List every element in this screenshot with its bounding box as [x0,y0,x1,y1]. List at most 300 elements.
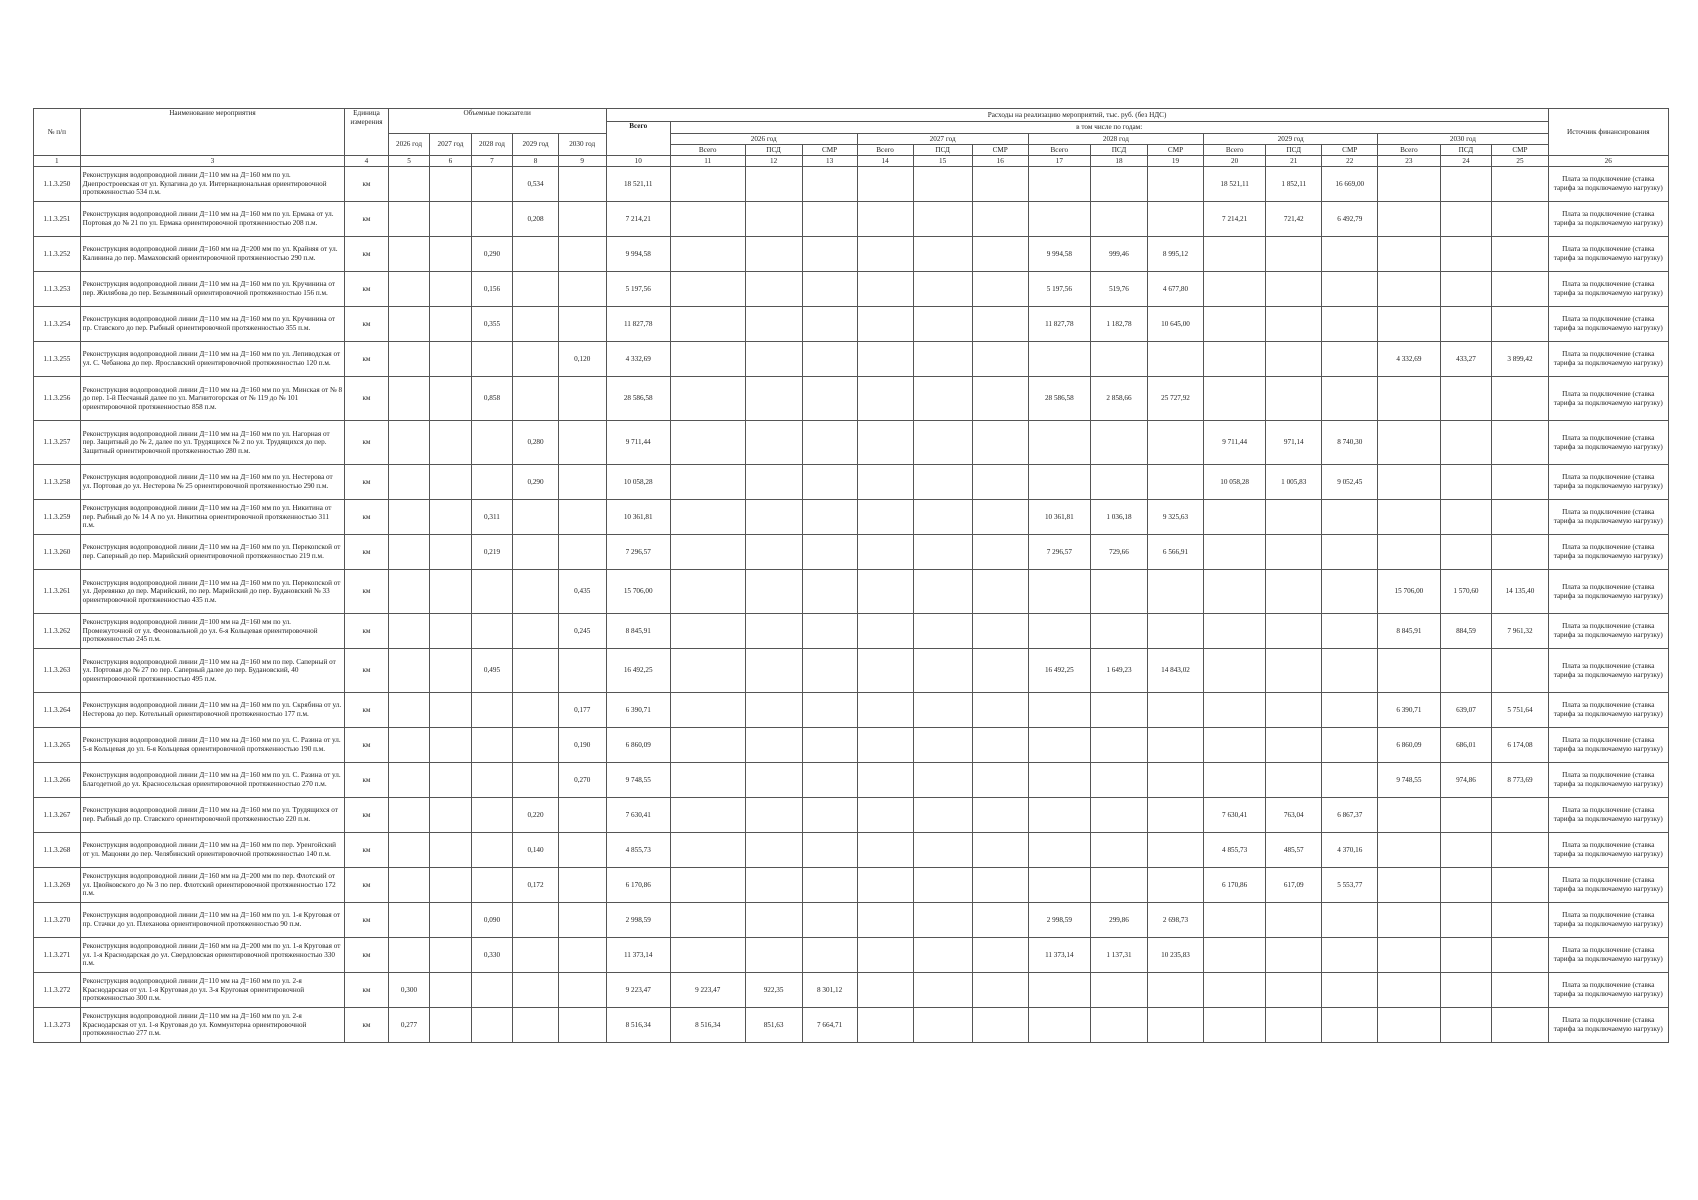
row-year-smr [802,465,857,500]
header-num: № п/п [34,109,81,156]
row-volume [513,649,559,693]
row-year-total [1204,342,1266,377]
table-row [34,237,1669,272]
row-year-total: 6 390,71 [1378,693,1440,728]
table-row [34,342,1669,377]
row-funding-source: Плата за подключение (ставка тарифа за подключаемую нагрузку) [1548,938,1668,973]
row-unit: км [345,237,389,272]
row-funding-source: Плата за подключение (ставка тарифа за подключаемую нагрузку) [1548,500,1668,535]
row-volume [430,728,471,763]
row-funding-source: Плата за подключение (ставка тарифа за подключаемую нагрузку) [1548,833,1668,868]
row-year-psd [1440,973,1492,1008]
row-funding-source: Плата за подключение (ставка тарифа за подключаемую нагрузку) [1548,377,1668,421]
row-year-psd [745,693,802,728]
row-volume [558,903,606,938]
row-year-total: 28 586,58 [1028,377,1090,421]
row-year-total [1378,272,1440,307]
row-year-psd [913,377,972,421]
row-year-smr [1492,272,1548,307]
column-number: 15 [913,156,972,167]
header-exp-year: 2029 год [1204,134,1378,145]
row-year-smr: 16 669,00 [1322,167,1378,202]
row-year-smr [802,237,857,272]
row-volume [388,377,429,421]
row-funding-source: Плата за подключение (ставка тарифа за подключаемую нагрузку) [1548,693,1668,728]
row-unit: км [345,377,389,421]
row-year-smr: 8 301,12 [802,973,857,1008]
row-year-total [670,237,745,272]
row-year-total [670,202,745,237]
row-volume [513,614,559,649]
row-volume [430,421,471,465]
table-row [34,307,1669,342]
row-volume [430,614,471,649]
table-row [34,763,1669,798]
row-year-smr [1492,237,1548,272]
row-year-smr [1322,342,1378,377]
column-number: 26 [1548,156,1668,167]
measures-table [33,108,1669,1043]
row-year-total [857,938,913,973]
row-year-total [857,167,913,202]
column-number: 1 [34,156,81,167]
row-year-smr: 6 492,79 [1322,202,1378,237]
row-year-smr [802,535,857,570]
row-year-total: 9 223,47 [670,973,745,1008]
row-year-smr [972,798,1028,833]
row-year-total [857,342,913,377]
row-measure-name: Реконструкция водопроводной линии Д=110 мм на Д=160 мм по ул. Нестерова от ул. Портовая до ул. Нестерова № 25 ориентировочной протяженностью 290 п.м. [80,465,345,500]
row-volume [513,570,559,614]
row-measure-name: Реконструкция водопроводной линии Д=110 мм на Д=160 мм по ул. Ермака от ул. Портовая до № 21 по ул. Ермака ориентировочной протяженностью 208 п.м. [80,202,345,237]
row-year-smr: 5 751,64 [1492,693,1548,728]
row-year-total [670,465,745,500]
row-year-total [1378,202,1440,237]
table-row [34,903,1669,938]
row-year-psd [1090,798,1147,833]
row-volume [388,272,429,307]
row-year-smr [802,833,857,868]
row-volume [558,868,606,903]
row-year-total [1378,377,1440,421]
row-year-total [1204,307,1266,342]
row-year-smr [802,421,857,465]
row-year-psd [1090,570,1147,614]
row-year-psd [745,868,802,903]
row-year-smr [802,307,857,342]
row-volume [513,377,559,421]
row-year-psd [913,798,972,833]
row-year-smr [802,938,857,973]
row-volume [430,342,471,377]
row-year-total [1028,728,1090,763]
row-year-total: 4 332,69 [1378,342,1440,377]
row-year-smr [802,342,857,377]
row-volume: 0,120 [558,342,606,377]
row-year-total [1378,903,1440,938]
row-year-total [1378,798,1440,833]
row-year-smr [1322,614,1378,649]
row-volume: 0,140 [513,833,559,868]
row-year-psd [1440,938,1492,973]
row-year-total [1028,342,1090,377]
row-volume [471,763,512,798]
row-year-psd [745,903,802,938]
row-year-smr [1492,868,1548,903]
row-year-smr: 4 370,16 [1322,833,1378,868]
row-volume [558,649,606,693]
row-year-psd [745,237,802,272]
row-year-psd [1440,833,1492,868]
row-year-psd [913,903,972,938]
row-unit: км [345,763,389,798]
row-year-smr [1492,903,1548,938]
row-year-total [857,798,913,833]
row-funding-source: Плата за подключение (ставка тарифа за подключаемую нагрузку) [1548,903,1668,938]
row-year-total [1028,421,1090,465]
row-volume [430,465,471,500]
row-volume [388,535,429,570]
table-row [34,614,1669,649]
row-volume [471,465,512,500]
row-year-smr [802,202,857,237]
row-year-smr: 14 135,40 [1492,570,1548,614]
row-year-smr [802,500,857,535]
row-year-psd [745,500,802,535]
row-number: 1.1.3.256 [34,377,81,421]
row-volume [513,342,559,377]
row-number: 1.1.3.260 [34,535,81,570]
row-volume [388,202,429,237]
column-number: 7 [471,156,512,167]
row-year-psd [1090,833,1147,868]
row-year-total [670,421,745,465]
row-year-psd [1266,649,1322,693]
row-year-psd: 1 570,60 [1440,570,1492,614]
column-number: 22 [1322,156,1378,167]
row-year-total [1378,1008,1440,1043]
row-year-smr [1148,1008,1204,1043]
row-year-smr [802,570,857,614]
row-year-total [1204,728,1266,763]
row-year-total: 9 748,55 [1378,763,1440,798]
row-year-psd [913,570,972,614]
row-volume [471,868,512,903]
row-volume [388,167,429,202]
row-year-psd [1440,903,1492,938]
row-funding-source: Плата за подключение (ставка тарифа за подключаемую нагрузку) [1548,798,1668,833]
row-year-smr: 7 664,71 [802,1008,857,1043]
row-year-psd [745,649,802,693]
row-year-psd [1266,237,1322,272]
row-year-psd [913,614,972,649]
row-number: 1.1.3.269 [34,868,81,903]
table-row [34,535,1669,570]
row-year-smr [802,903,857,938]
row-volume [558,307,606,342]
row-volume [513,693,559,728]
row-total: 6 170,86 [606,868,670,903]
row-year-total [1028,763,1090,798]
row-volume [513,973,559,1008]
row-volume: 0,300 [388,973,429,1008]
row-year-total [857,377,913,421]
row-year-smr [972,728,1028,763]
row-year-psd: 519,76 [1090,272,1147,307]
row-year-psd [913,938,972,973]
header-sub-total: Всего [1028,145,1090,156]
row-volume [558,465,606,500]
table-row [34,272,1669,307]
row-year-total [670,500,745,535]
row-volume [430,868,471,903]
row-year-psd [1266,570,1322,614]
row-year-smr [1492,202,1548,237]
table-row [34,868,1669,903]
row-unit: км [345,833,389,868]
row-year-smr: 10 235,83 [1148,938,1204,973]
row-year-total [1378,307,1440,342]
row-year-smr [1492,938,1548,973]
row-year-psd [745,535,802,570]
row-year-smr [972,377,1028,421]
row-funding-source: Плата за подключение (ставка тарифа за подключаемую нагрузку) [1548,868,1668,903]
row-year-psd [1090,167,1147,202]
row-year-psd [1440,1008,1492,1043]
row-year-total: 8 516,34 [670,1008,745,1043]
row-total: 4 332,69 [606,342,670,377]
row-year-psd [1266,763,1322,798]
row-year-smr [1322,570,1378,614]
row-number: 1.1.3.253 [34,272,81,307]
row-year-total [1378,973,1440,1008]
table-row [34,377,1669,421]
row-year-total [1378,167,1440,202]
row-volume: 0,290 [513,465,559,500]
row-volume [430,1008,471,1043]
row-year-smr [1148,202,1204,237]
header-vol-year: 2028 год [471,134,512,156]
row-year-psd [1440,377,1492,421]
row-number: 1.1.3.273 [34,1008,81,1043]
header-sub-total: Всего [670,145,745,156]
row-year-total [1204,570,1266,614]
table-row [34,421,1669,465]
row-year-total [1028,693,1090,728]
row-year-psd [1090,202,1147,237]
header-exp-year: 2028 год [1028,134,1203,145]
row-volume [513,903,559,938]
row-year-psd [745,614,802,649]
row-year-smr [1322,973,1378,1008]
row-year-total [670,693,745,728]
row-year-psd [1090,342,1147,377]
row-volume [430,903,471,938]
row-year-psd [913,272,972,307]
row-year-smr [972,237,1028,272]
row-year-psd [745,202,802,237]
row-volume [430,649,471,693]
row-unit: км [345,973,389,1008]
row-year-total [670,868,745,903]
row-year-total: 5 197,56 [1028,272,1090,307]
row-total: 7 296,57 [606,535,670,570]
row-year-psd: 2 858,66 [1090,377,1147,421]
row-number: 1.1.3.262 [34,614,81,649]
row-volume [513,535,559,570]
row-year-total [857,868,913,903]
column-number: 5 [388,156,429,167]
row-volume [513,763,559,798]
header-vol-year: 2030 год [558,134,606,156]
row-year-psd [1440,535,1492,570]
row-volume [430,167,471,202]
row-volume [388,307,429,342]
row-volume: 0,090 [471,903,512,938]
row-volume [558,237,606,272]
row-year-total [1378,500,1440,535]
row-year-total [670,614,745,649]
row-year-smr [972,342,1028,377]
row-year-smr [1322,763,1378,798]
row-year-psd [1090,868,1147,903]
row-year-smr [972,535,1028,570]
row-volume: 0,355 [471,307,512,342]
header-sub-smr: СМР [802,145,857,156]
row-measure-name: Реконструкция водопроводной линии Д=110 мм на Д=160 мм по ул. 2-я Краснодарская от ул. 1-я Круговая до ул. Коммунтерна ориентировочной протяженностью 277 п.м. [80,1008,345,1043]
header-vol-year: 2026 год [388,134,429,156]
row-year-psd [1090,763,1147,798]
row-measure-name: Реконструкция водопроводной линии Д=160 мм на Д=200 мм по пер. Флотский от ул. Цвойковского до № 3 по пер. Флотский ориентировочной протяженностью 172 п.м. [80,868,345,903]
row-year-smr [1148,342,1204,377]
column-number: 21 [1266,156,1322,167]
row-year-total [1028,614,1090,649]
row-volume [388,763,429,798]
row-volume [558,798,606,833]
column-number: 9 [558,156,606,167]
header-volume: Объемные показатели [388,109,606,134]
row-year-psd [1440,307,1492,342]
row-year-psd [913,500,972,535]
row-year-psd: 1 649,23 [1090,649,1147,693]
row-volume [513,938,559,973]
row-year-psd [913,693,972,728]
row-year-total [857,649,913,693]
row-year-psd [745,798,802,833]
row-year-smr: 5 553,77 [1322,868,1378,903]
row-year-psd [913,833,972,868]
row-year-smr [972,763,1028,798]
row-unit: км [345,465,389,500]
row-year-psd [1090,465,1147,500]
row-year-psd [745,342,802,377]
row-year-psd: 1 005,83 [1266,465,1322,500]
header-exp-year: 2027 год [857,134,1028,145]
row-year-psd: 1 852,11 [1266,167,1322,202]
row-unit: км [345,798,389,833]
row-measure-name: Реконструкция водопроводной линии Д=160 мм на Д=200 мм по ул. Крайняя от ул. Калинина до пер. Мамаховский ориентировочной протяженностью 290 п.м. [80,237,345,272]
row-volume: 0,270 [558,763,606,798]
row-number: 1.1.3.264 [34,693,81,728]
row-year-psd [745,728,802,763]
row-year-smr [1492,798,1548,833]
row-year-smr [1322,938,1378,973]
row-year-total [1378,465,1440,500]
row-volume [471,614,512,649]
row-measure-name: Реконструкция водопроводной линии Д=110 мм на Д=160 мм по ул. Кручинина от пр. Ставского до пер. Рыбный ориентировочной протяженностью 355 п.м. [80,307,345,342]
row-total: 8 845,91 [606,614,670,649]
row-volume [471,167,512,202]
row-year-smr: 3 899,42 [1492,342,1548,377]
row-measure-name: Реконструкция водопроводной линии Д=110 мм на Д=160 мм по ул. 2-я Краснодарская от ул. 1-я Круговая до ул. 3-я Круговая ориентировочной протяженностью 300 п.м. [80,973,345,1008]
row-year-psd: 686,01 [1440,728,1492,763]
row-volume: 0,435 [558,570,606,614]
row-year-smr: 8 740,30 [1322,421,1378,465]
row-year-psd [913,167,972,202]
row-year-psd: 729,66 [1090,535,1147,570]
row-total: 10 361,81 [606,500,670,535]
row-year-smr [1322,693,1378,728]
row-year-total: 7 296,57 [1028,535,1090,570]
row-measure-name: Реконструкция водопроводной линии Д=110 мм на Д=160 мм по ул. Никитина от пер. Рыбный до № 14 А по ул. Никитина ориентировочной протяженностью 311 п.м. [80,500,345,535]
row-number: 1.1.3.265 [34,728,81,763]
row-year-psd: 299,86 [1090,903,1147,938]
row-volume [558,1008,606,1043]
row-measure-name: Реконструкция водопроводной линии Д=100 мм на Д=160 мм по ул. Промежуточной от ул. Феоновальной до ул. 6-я Кольцевая ориентировочной протяженностью 245 п.м. [80,614,345,649]
row-year-total [857,570,913,614]
row-year-total [1204,237,1266,272]
row-total: 9 711,44 [606,421,670,465]
row-year-psd [745,570,802,614]
row-volume [558,833,606,868]
header-sub-psd: ПСД [745,145,802,156]
row-measure-name: Реконструкция водопроводной линии Д=110 мм на Д=160 мм по ул. Днепростроевская от ул. Кулагина до ул. Интернациональная ориентировочной протяженностью 534 п.м. [80,167,345,202]
table-row [34,202,1669,237]
row-year-total [1204,535,1266,570]
row-year-smr: 7 961,32 [1492,614,1548,649]
column-number: 25 [1492,156,1548,167]
row-year-total: 10 361,81 [1028,500,1090,535]
header-by-years: в том числе по годам: [670,122,1548,134]
row-volume [430,377,471,421]
row-year-psd [745,465,802,500]
row-year-psd [1440,272,1492,307]
row-year-psd: 721,42 [1266,202,1322,237]
row-volume [388,833,429,868]
column-number: 10 [606,156,670,167]
row-year-smr [1148,973,1204,1008]
row-funding-source: Плата за подключение (ставка тарифа за подключаемую нагрузку) [1548,421,1668,465]
row-funding-source: Плата за подключение (ставка тарифа за подключаемую нагрузку) [1548,973,1668,1008]
row-year-psd [913,728,972,763]
row-year-psd [913,342,972,377]
row-volume [388,570,429,614]
row-volume [558,500,606,535]
row-measure-name: Реконструкция водопроводной линии Д=110 мм на Д=160 мм по ул. Перекопской от пер. Саперный до пер. Марийский ориентировочной протяженностью 219 п.м. [80,535,345,570]
row-year-smr [1492,465,1548,500]
header-sub-psd: ПСД [1090,145,1147,156]
row-year-smr [972,272,1028,307]
row-year-total [857,728,913,763]
row-volume [388,903,429,938]
row-year-total [857,1008,913,1043]
row-year-smr: 4 677,80 [1148,272,1204,307]
row-year-total [1204,649,1266,693]
row-year-total [1028,868,1090,903]
row-volume [471,421,512,465]
row-measure-name: Реконструкция водопроводной линии Д=110 мм на Д=160 мм по ул. С. Разина от ул. 5-я Кольцевая до ул. 6-я Кольцевая ориентировочной протяженностью 190 п.м. [80,728,345,763]
row-year-psd [913,1008,972,1043]
